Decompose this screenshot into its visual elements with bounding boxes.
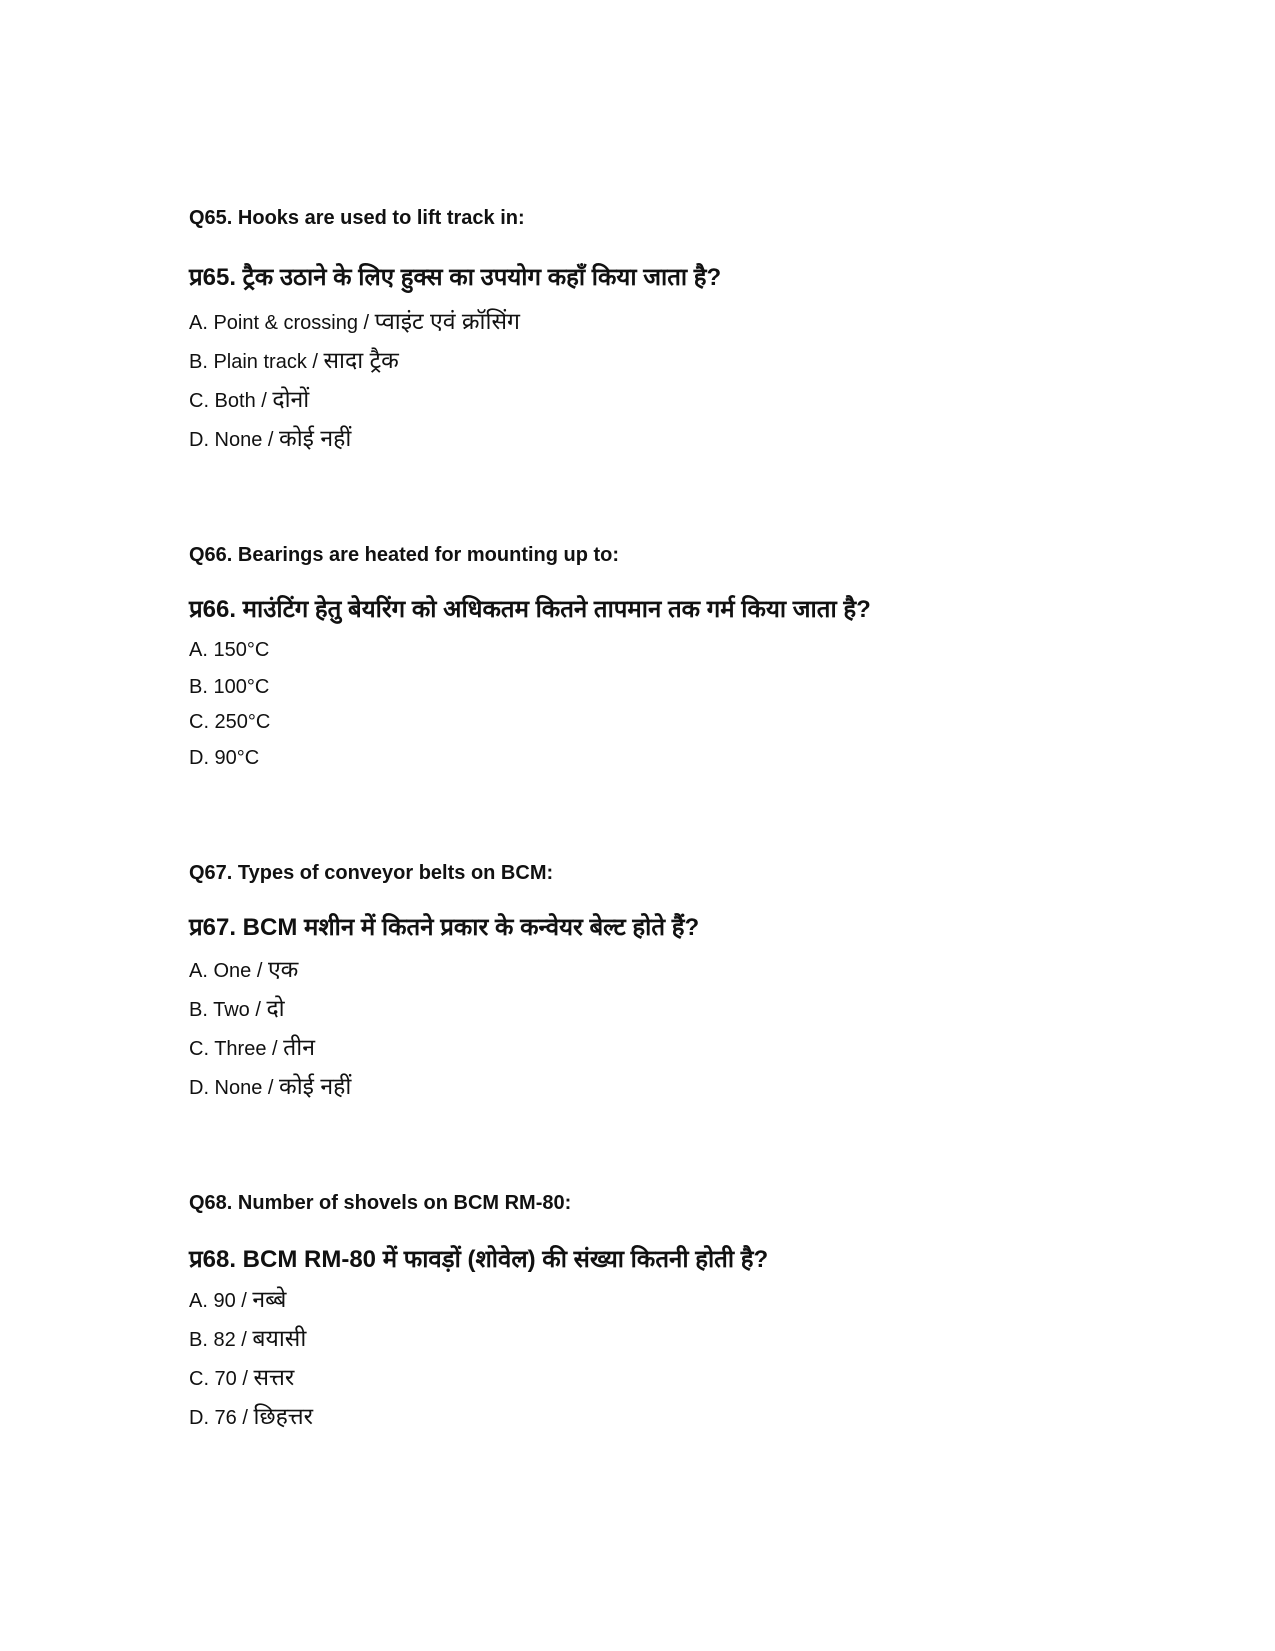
question-67-option-c (189, 1036, 315, 1059)
question-68-option-d (189, 1405, 313, 1428)
option-text-hindi: बयासी (252, 1325, 307, 1351)
question-65-hindi: प्र65. ट्रैक उठाने के लिए हुक्स का उपयोग कहाँ किया जाता है? (189, 264, 722, 291)
question-67-hindi: प्र67. BCM मशीन में कितने प्रकार के कन्वेयर बेल्ट होते हैं? (189, 914, 700, 941)
option-text: A. Point & crossing / (189, 312, 375, 334)
option-text-hindi: छिहत्तर (253, 1403, 314, 1429)
option-text-hindi: दोनों (272, 386, 310, 412)
option-text: B. 82 / (189, 1329, 253, 1351)
option-text-hindi: प्वाइंट एवं क्रॉसिंग (374, 308, 520, 334)
question-66-english: Q66. Bearings are heated for mounting up to: (189, 544, 620, 566)
question-66-option-c (189, 712, 270, 732)
question-67-option-b (189, 997, 285, 1020)
question-65-option-c (189, 388, 309, 411)
option-text-hindi: एक (267, 956, 299, 982)
option-text: B. 100°C (189, 676, 270, 698)
question-68-option-b (189, 1327, 306, 1350)
option-text: D. None / (189, 429, 280, 451)
option-text: A. One / (189, 960, 268, 982)
option-text: D. 90°C (189, 747, 260, 769)
option-text: A. 90 / (189, 1290, 253, 1312)
question-67-option-d (189, 1075, 351, 1098)
option-text-hindi: तीन (283, 1034, 315, 1060)
question-65-english: Q65. Hooks are used to lift track in: (189, 207, 525, 229)
option-text-hindi: सत्तर (253, 1364, 295, 1390)
option-text-hindi: कोई नहीं (279, 1073, 352, 1099)
option-text-hindi: सादा ट्रैक (323, 347, 399, 373)
question-66-option-a (189, 640, 269, 660)
question-68-hindi: प्र68. BCM RM-80 में फावड़ों (शोवेल) की संख्या कितनी होती है? (189, 1246, 769, 1273)
question-67-option-a (189, 958, 298, 981)
question-66-hindi: प्र66. माउंटिंग हेतु बेयरिंग को अधिकतम कितने तापमान तक गर्म किया जाता है? (189, 596, 871, 623)
option-text-hindi: नब्बे (252, 1286, 287, 1312)
option-text: C. 70 / (189, 1368, 254, 1390)
question-68-option-c (189, 1366, 294, 1389)
option-text: B. Plain track / (189, 351, 324, 373)
option-text: D. 76 / (189, 1407, 254, 1429)
option-text: B. Two / (189, 999, 267, 1021)
question-65-option-a (189, 310, 520, 333)
question-68-option-a (189, 1288, 286, 1311)
option-text: C. Both / (189, 390, 273, 412)
option-text-hindi: दो (266, 995, 285, 1021)
question-68-english: Q68. Number of shovels on BCM RM-80: (189, 1192, 572, 1214)
question-65-option-b (189, 349, 399, 372)
option-text-hindi: कोई नहीं (279, 425, 352, 451)
option-text: D. None / (189, 1077, 280, 1099)
option-text: C. Three / (189, 1038, 284, 1060)
option-text: C. 250°C (189, 711, 271, 733)
question-65-option-d (189, 427, 351, 450)
question-66-option-b (189, 677, 269, 697)
option-text: A. 150°C (189, 639, 270, 661)
question-66-option-d (189, 748, 259, 768)
question-67-english: Q67. Types of conveyor belts on BCM: (189, 862, 554, 884)
